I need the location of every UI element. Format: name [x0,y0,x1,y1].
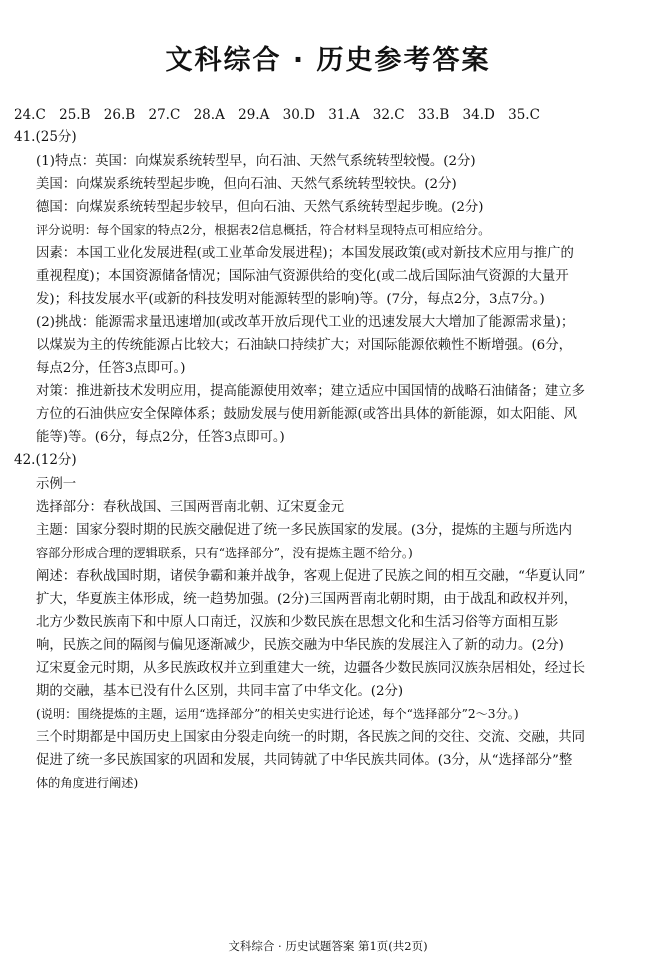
q41-scoring-note: 评分说明：每个国家的特点2分，根据表2信息概括，符合材料呈现特点可相应给分。 [36,223,491,237]
answer-29: 29.A [238,107,270,123]
q42-line: 示例一 [36,477,77,492]
q41-line: 方位的石油供应安全保障体系；鼓励发展与使用新能源(或答出具体的新能源，如太阳能、风 [36,407,577,422]
q42-line: 响，民族之间的隔阂与偏见逐渐减少，民族交融为中华民族的发展注入了新的动力。(2分) [36,638,564,653]
q41-line: 重视程度)；本国资源储备情况；国际油气资源供给的变化(或二战后国际油气资源的大量开 [36,269,569,284]
answer-34: 34.D [462,107,495,123]
q41-line: (1)特点：英国：向煤炭系统转型早，向石油、天然气系统转型较慢。(2分) [36,154,476,169]
answer-24: 24.C [14,107,46,123]
answer-26: 26.B [103,107,136,123]
q41-line: (2)挑战：能源需求量迅速增加(或改革开放后现代工业的迅速发展大大增加了能源需求量)； [36,315,575,330]
q41-line: 因素：本国工业化发展进程(或工业革命发展进程)；本国发展政策(或对新技术应用与推广的 [36,246,574,261]
q42-scoring-note: (说明：围绕提炼的主题，运用“选择部分”的相关史实进行论述，每个“选择部分”2～3分。) [36,707,519,721]
q42-line: 阐述：春秋战国时期，诸侯争霸和兼并战争，客观上促进了民族之间的相互交融，“华夏认同” [36,569,586,584]
q41-line: 发)；科技发展水平(或新的科技发明对能源转型的影响)等。(7分，每点2分，3点7分。) [36,292,545,307]
q42-line: 促进了统一多民族国家的巩固和发展，共同铸就了中华民族共同体。(3分，从“选择部分”整 [36,753,573,768]
q41-line: 德国：向煤炭系统转型起步较早，但向石油、天然气系统转型起步晚。(2分) [36,200,484,215]
page-footer: 文科综合 · 历史试题答案 第1页(共2页) [228,939,428,953]
multiple-choice-answers [14,104,642,126]
q41-line: 每点2分，任答3点即可。) [36,361,186,376]
question-41-heading: 41.(25分) [14,129,77,145]
answer-27: 27.C [148,107,181,123]
q42-line: 体的角度进行阐述) [36,776,139,790]
answer-31: 31.A [328,107,360,123]
answer-30: 30.D [282,107,315,123]
q41-line: 以煤炭为主的传统能源占比较大；石油缺口持续扩大；对国际能源依赖性不断增强。(6分， [36,338,572,353]
question-42-heading: 42.(12分) [14,452,77,468]
q42-line: 期的交融，基本已没有什么区别，共同丰富了中华文化。(2分) [36,684,404,699]
page-title: 文科综合 · 历史参考答案 [165,45,491,76]
answer-25: 25.B [59,107,91,123]
q41-line: 对策：推进新技术发明应用，提高能源使用效率；建立适应中国国情的战略石油储备；建立多 [36,384,586,399]
q41-line: 美国：向煤炭系统转型起步晚，但向石油、天然气系统转型较快。(2分) [36,177,457,192]
q42-line: 扩大，华夏族主体形成，统一趋势加强。(2分)三国两晋南北朝时期，由于战乱和政权并列， [36,592,578,607]
answer-32: 32.C [372,107,405,123]
q42-line: 三个时期都是中国历史上国家由分裂走向统一的时期，各民族之间的交往、交流、交融，共同 [36,730,586,745]
q42-line: 主题：国家分裂时期的民族交融促进了统一多民族国家的发展。(3分，提炼的主题与所选内 [36,523,572,538]
answer-35: 35.C [508,107,540,123]
q41-line: 能等)等。(6分，每点2分，任答3点即可。) [36,430,285,445]
answer-33: 33.B [417,107,450,123]
q42-line: 选择部分：春秋战国、三国两晋南北朝、辽宋夏金元 [36,500,344,515]
q42-line: 辽宋夏金元时期，从多民族政权并立到重建大一统，边疆各少数民族同汉族杂居相处，经过长 [36,661,586,676]
q42-line: 北方少数民族南下和中原人口南迁，汉族和少数民族在思想文化和生活习俗等方面相互影 [36,615,559,630]
answer-28: 28.A [193,107,225,123]
q42-line: 容部分形成合理的逻辑联系，只有“选择部分”，没有提炼主题不给分。) [36,546,413,560]
